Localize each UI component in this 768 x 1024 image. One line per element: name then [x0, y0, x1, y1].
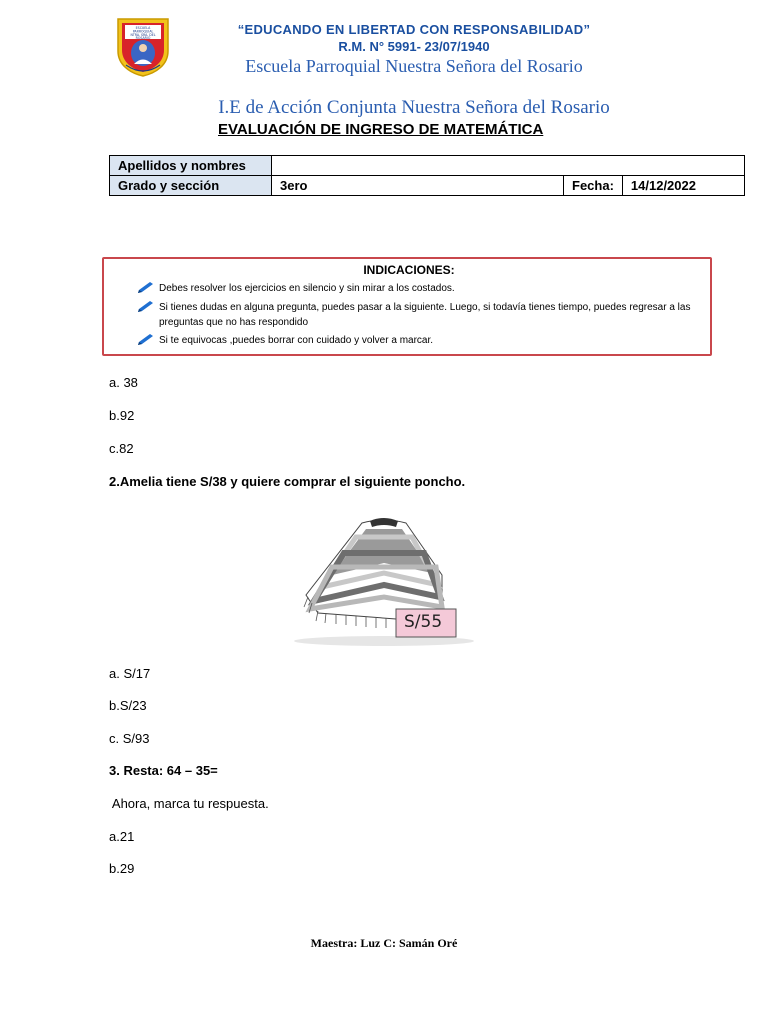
q2-option-b[interactable]: b.S/23: [109, 698, 147, 713]
name-field[interactable]: [272, 156, 745, 176]
exam-title: EVALUACIÓN DE INGRESO DE MATEMÁTICA: [218, 121, 544, 138]
teacher-footer: Maestra: Luz C: Samán Oré: [310, 936, 458, 950]
indication-item: [136, 333, 706, 348]
school-motto: “EDUCANDO EN LIBERTAD CON RESPONSABILIDAD”: [237, 22, 591, 37]
q3-option-a[interactable]: a.21: [109, 829, 135, 844]
indication-text: Debes resolver los ejercicios en silencio y sin mirar a los costados.: [159, 283, 455, 294]
grade-field[interactable]: 3ero: [272, 176, 564, 196]
pencil-icon: [136, 333, 156, 347]
grade-label: Grado y sección: [110, 176, 272, 196]
q2-text: 2.Amelia tiene S/38 y quiere comprar el siguiente poncho.: [109, 474, 466, 489]
svg-text:NTRA. SRA. DEL: NTRA. SRA. DEL: [130, 33, 156, 37]
date-label: Fecha:: [564, 176, 623, 196]
q3-text: 3. Resta: 64 – 35=: [109, 763, 218, 778]
q2-option-c[interactable]: c. S/93: [109, 731, 150, 746]
q2-option-a[interactable]: a. S/17: [109, 666, 151, 681]
institution-name: I.E de Acción Conjunta Nuestra Señora del Rosario: [218, 97, 610, 118]
school-name: Escuela Parroquial Nuestra Señora del Rosario: [245, 56, 583, 76]
svg-text:ROSARIO: ROSARIO: [135, 36, 151, 40]
student-info-table: [109, 155, 745, 196]
indication-text: Si tienes dudas en alguna pregunta, puedes pasar a la siguiente. Luego, si todavía tienes tiempo, puedes regresar a las preguntas que no has respondido: [159, 302, 691, 328]
svg-text:PARROQUIAL: PARROQUIAL: [132, 29, 154, 34]
q3-instruction: Ahora, marca tu respuesta.: [109, 796, 269, 811]
poncho-image: [292, 515, 476, 647]
pencil-icon: [136, 300, 156, 314]
name-label: Apellidos y nombres: [110, 156, 272, 176]
resolution-number: R.M. N° 5991- 23/07/1940: [338, 39, 490, 54]
indication-item: [136, 300, 706, 330]
indication-text: Si te equivocas ,puedes borrar con cuidado y volver a marcar.: [159, 335, 434, 346]
q1-option-a[interactable]: a. 38: [109, 375, 138, 390]
pencil-icon: [136, 281, 156, 295]
indication-item: [136, 281, 706, 296]
date-field[interactable]: 14/12/2022: [622, 176, 744, 196]
q3-option-b[interactable]: b.29: [109, 861, 135, 876]
indications-title: INDICACIONES:: [363, 263, 455, 277]
svg-text:ESCUELA: ESCUELA: [135, 26, 151, 30]
q1-option-c[interactable]: c.82: [109, 441, 134, 456]
price-tag-label: S/55: [404, 612, 443, 632]
q1-option-b[interactable]: b.92: [109, 408, 135, 423]
